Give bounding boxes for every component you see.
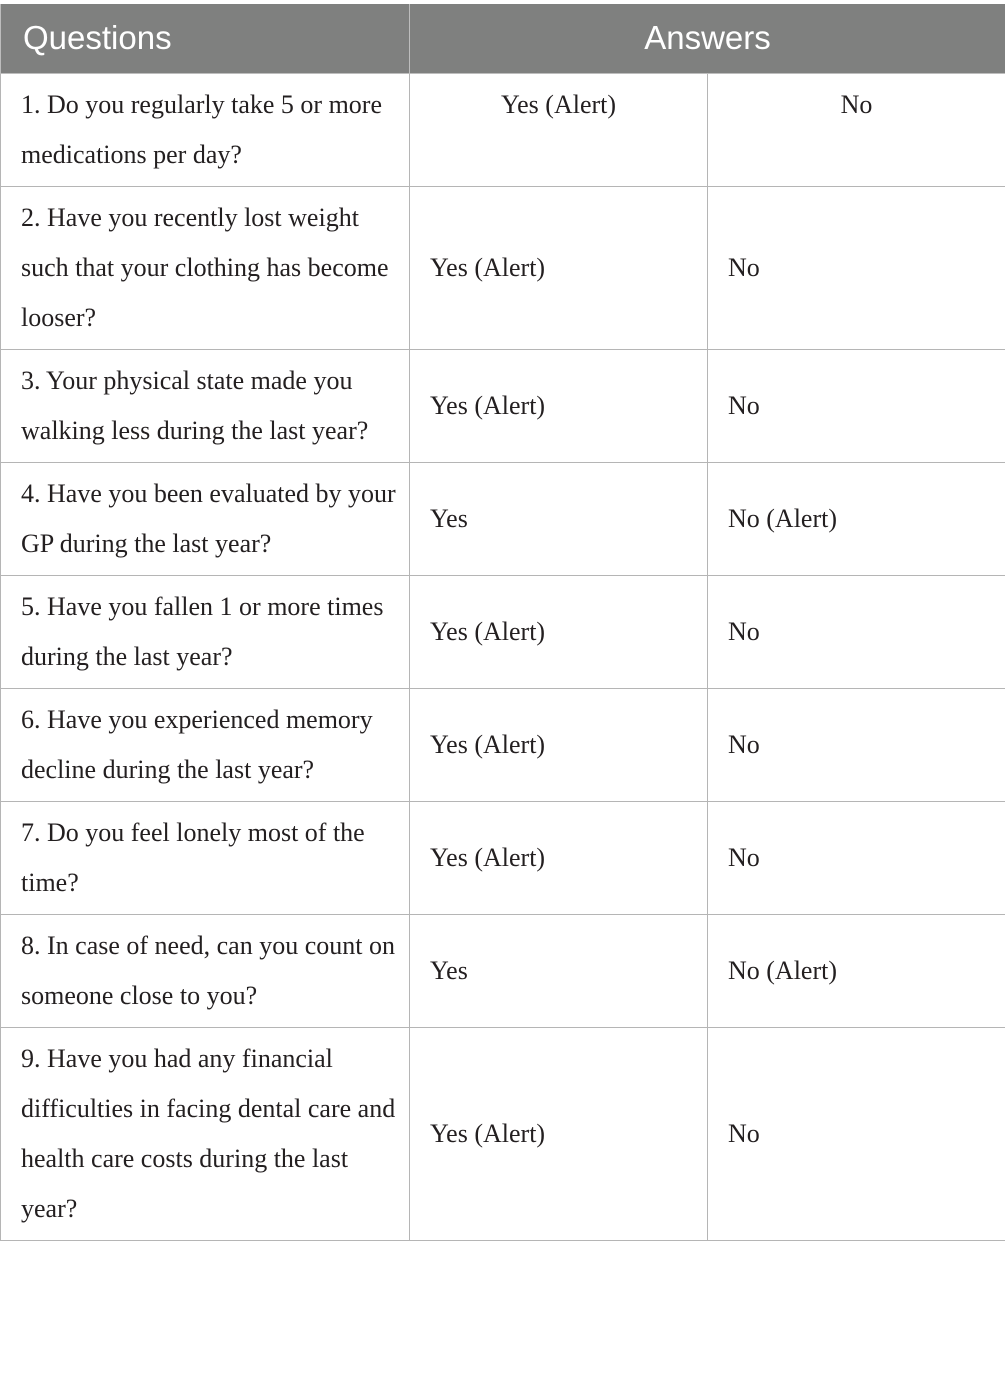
question-cell: 8. In case of need, can you count on someone close to you? bbox=[1, 914, 410, 1027]
questionnaire-table bbox=[0, 4, 1005, 1241]
table-row bbox=[1, 801, 1005, 914]
yes-answer-cell: Yes (Alert) bbox=[410, 575, 708, 688]
no-answer-cell: No bbox=[708, 1027, 1005, 1240]
yes-answer-cell: Yes bbox=[410, 914, 708, 1027]
no-answer-cell: No bbox=[708, 575, 1005, 688]
table-row bbox=[1, 914, 1005, 1027]
questions-header: Questions bbox=[1, 4, 410, 73]
yes-answer-cell: Yes (Alert) bbox=[410, 1027, 708, 1240]
table-row bbox=[1, 462, 1005, 575]
question-cell: 6. Have you experienced memory decline during the last year? bbox=[1, 688, 410, 801]
no-answer-cell: No bbox=[708, 73, 1005, 186]
question-cell: 4. Have you been evaluated by your GP during the last year? bbox=[1, 462, 410, 575]
table-row bbox=[1, 688, 1005, 801]
header-row bbox=[1, 4, 1005, 73]
question-cell: 3. Your physical state made you walking less during the last year? bbox=[1, 349, 410, 462]
yes-answer-cell: Yes (Alert) bbox=[410, 801, 708, 914]
question-cell: 2. Have you recently lost weight such that your clothing has become looser? bbox=[1, 186, 410, 349]
no-answer-cell: No bbox=[708, 688, 1005, 801]
no-answer-cell: No bbox=[708, 349, 1005, 462]
question-cell: 7. Do you feel lonely most of the time? bbox=[1, 801, 410, 914]
question-cell: 5. Have you fallen 1 or more times during the last year? bbox=[1, 575, 410, 688]
yes-answer-cell: Yes (Alert) bbox=[410, 688, 708, 801]
table-row bbox=[1, 1027, 1005, 1240]
question-cell: 9. Have you had any financial difficulties in facing dental care and health care costs during the last year? bbox=[1, 1027, 410, 1240]
question-cell: 1. Do you regularly take 5 or more medications per day? bbox=[1, 73, 410, 186]
yes-answer-cell: Yes (Alert) bbox=[410, 73, 708, 186]
table-row bbox=[1, 186, 1005, 349]
table-row bbox=[1, 73, 1005, 186]
no-answer-cell: No (Alert) bbox=[708, 914, 1005, 1027]
table-row bbox=[1, 575, 1005, 688]
no-answer-cell: No (Alert) bbox=[708, 462, 1005, 575]
yes-answer-cell: Yes (Alert) bbox=[410, 349, 708, 462]
no-answer-cell: No bbox=[708, 186, 1005, 349]
answers-header: Answers bbox=[410, 4, 1005, 73]
yes-answer-cell: Yes bbox=[410, 462, 708, 575]
yes-answer-cell: Yes (Alert) bbox=[410, 186, 708, 349]
table-row bbox=[1, 349, 1005, 462]
no-answer-cell: No bbox=[708, 801, 1005, 914]
